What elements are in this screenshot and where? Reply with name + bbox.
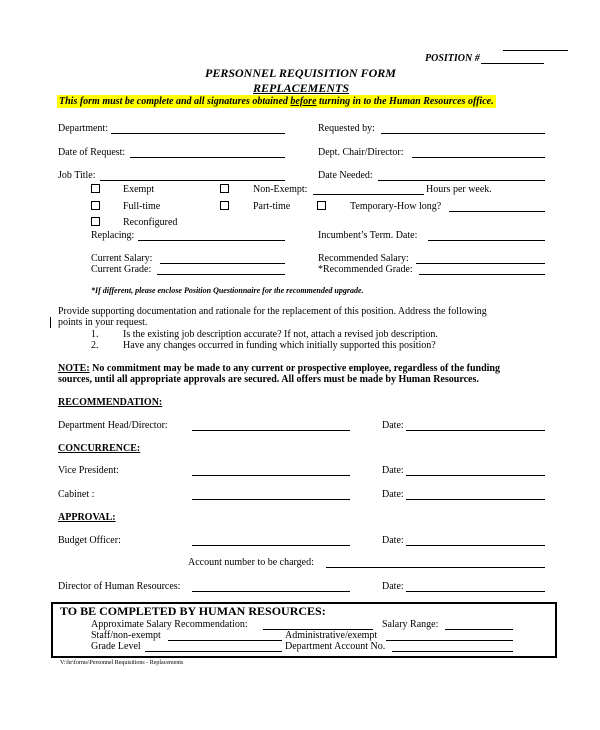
grade-level-field[interactable] [145,651,282,652]
hr-box-title: TO BE COMPLETED BY HUMAN RESOURCES: [60,604,326,618]
full-time-label: Full-time [123,201,161,212]
recommended-salary-label: Recommended Salary: [318,253,409,264]
date-of-request-label: Date of Request: [58,147,126,158]
recommendation-heading: RECOMMENDATION: [58,397,163,408]
job-title-label: Job Title: [58,170,96,181]
account-number-label: Account number to be charged: [188,557,314,568]
form-subtitle: REPLACEMENTS [253,81,350,95]
staff-nonexempt-label: Staff/non-exempt [91,630,161,641]
recommended-grade-label: *Recommended Grade: [318,264,413,275]
budget-officer-signature-field[interactable] [192,545,350,546]
current-salary-label: Current Salary: [91,253,153,264]
instruction-post: turning in to the Human Resources office. [316,96,494,107]
dept-head-date-field[interactable] [406,430,545,431]
footer-path: V:\hr\forms\Personnel Requisitions - Replacements [60,660,184,666]
grade-level-label: Grade Level [91,641,141,652]
form-title: PERSONNEL REQUISITION FORM [205,66,396,80]
top-corner-line [503,50,568,51]
rationale-intro-line-1: Provide supporting documentation and rationale for the replacement of this position. Address the following [58,306,487,317]
full-time-checkbox[interactable] [91,201,100,210]
recommended-grade-field[interactable] [419,274,545,275]
question-2: Have any changes occurred in funding which initially supported this position? [123,340,436,351]
director-hr-date-label: Date: [382,581,404,592]
cabinet-label: Cabinet : [58,489,95,500]
non-exempt-checkbox[interactable] [220,184,229,193]
date-needed-field[interactable] [378,180,545,181]
budget-officer-label: Budget Officer: [58,535,121,546]
note-label: NOTE: [58,363,90,374]
concurrence-heading: CONCURRENCE: [58,443,141,454]
date-needed-label: Date Needed: [318,170,373,181]
administrative-field[interactable] [386,640,513,641]
hours-per-week-label: Hours per week. [426,184,492,195]
account-number-field[interactable] [326,567,545,568]
instruction-emphasis: before [290,96,317,107]
question-1-number: 1. [91,329,99,340]
position-label: POSITION # [425,53,480,64]
instruction-banner [57,95,496,108]
vice-president-label: Vice President: [58,465,119,476]
part-time-checkbox[interactable] [220,201,229,210]
dept-head-label: Department Head/Director: [58,420,168,431]
department-field[interactable] [111,133,285,134]
dept-chair-field[interactable] [412,157,545,158]
exempt-label: Exempt [123,184,155,195]
temporary-duration-field[interactable] [449,211,545,212]
temporary-label: Temporary-How long? [350,201,442,212]
salary-range-field[interactable] [445,629,513,630]
reconfigured-label: Reconfigured [123,217,178,228]
cabinet-date-label: Date: [382,489,404,500]
budget-officer-date-field[interactable] [406,545,545,546]
note-text-1: No commitment may be made to any current or prospective employee, regardless of the funding [89,363,500,374]
date-of-request-field[interactable] [130,157,285,158]
budget-officer-date-label: Date: [382,535,404,546]
salary-range-label: Salary Range: [382,619,439,630]
rationale-intro-line-2: points in your request. [58,317,148,328]
temporary-checkbox[interactable] [317,201,326,210]
question-1: Is the existing job description accurate? If not, attach a revised job description. [123,329,438,340]
dept-chair-label: Dept. Chair/Director: [318,147,404,158]
vice-president-signature-field[interactable] [192,475,350,476]
part-time-label: Part-time [253,201,291,212]
approval-heading: APPROVAL: [58,512,116,523]
hours-per-week-field[interactable] [313,194,424,195]
exempt-checkbox[interactable] [91,184,100,193]
reconfigured-checkbox[interactable] [91,217,100,226]
incumbent-term-field[interactable] [428,240,545,241]
non-exempt-label: Non-Exempt: [253,184,308,195]
dept-account-field[interactable] [392,651,513,652]
vice-president-date-field[interactable] [406,475,545,476]
commitment-note-line-2: sources, until all appropriate approvals are secured. All offers must be made by Human Resources. [58,374,479,385]
approx-salary-label: Approximate Salary Recommendation: [91,619,248,630]
dept-account-label: Department Account No. [285,641,386,652]
requested-by-label: Requested by: [318,123,375,134]
cabinet-date-field[interactable] [406,499,545,500]
job-title-field[interactable] [100,180,285,181]
current-salary-field[interactable] [160,263,285,264]
director-hr-date-field[interactable] [406,591,545,592]
director-hr-label: Director of Human Resources: [58,581,181,592]
incumbent-term-label: Incumbent’s Term. Date: [318,230,418,241]
director-hr-signature-field[interactable] [192,591,350,592]
cabinet-signature-field[interactable] [192,499,350,500]
vice-president-date-label: Date: [382,465,404,476]
upgrade-note: *If different, please enclose Position Questionnaire for the recommended upgrade. [91,286,364,295]
requested-by-field[interactable] [381,133,545,134]
staff-nonexempt-field[interactable] [168,640,282,641]
question-2-number: 2. [91,340,99,351]
replacing-field[interactable] [138,240,285,241]
administrative-label: Administrative/exempt [285,630,378,641]
position-number-line [481,63,544,64]
instruction-pre: This form must be complete and all signatures obtained [59,96,291,107]
current-grade-label: Current Grade: [91,264,152,275]
text-cursor [50,317,51,328]
current-grade-field[interactable] [157,274,285,275]
replacing-label: Replacing: [91,230,135,241]
dept-head-signature-field[interactable] [192,430,350,431]
recommended-salary-field[interactable] [416,263,545,264]
dept-head-date-label: Date: [382,420,404,431]
department-label: Department: [58,123,108,134]
